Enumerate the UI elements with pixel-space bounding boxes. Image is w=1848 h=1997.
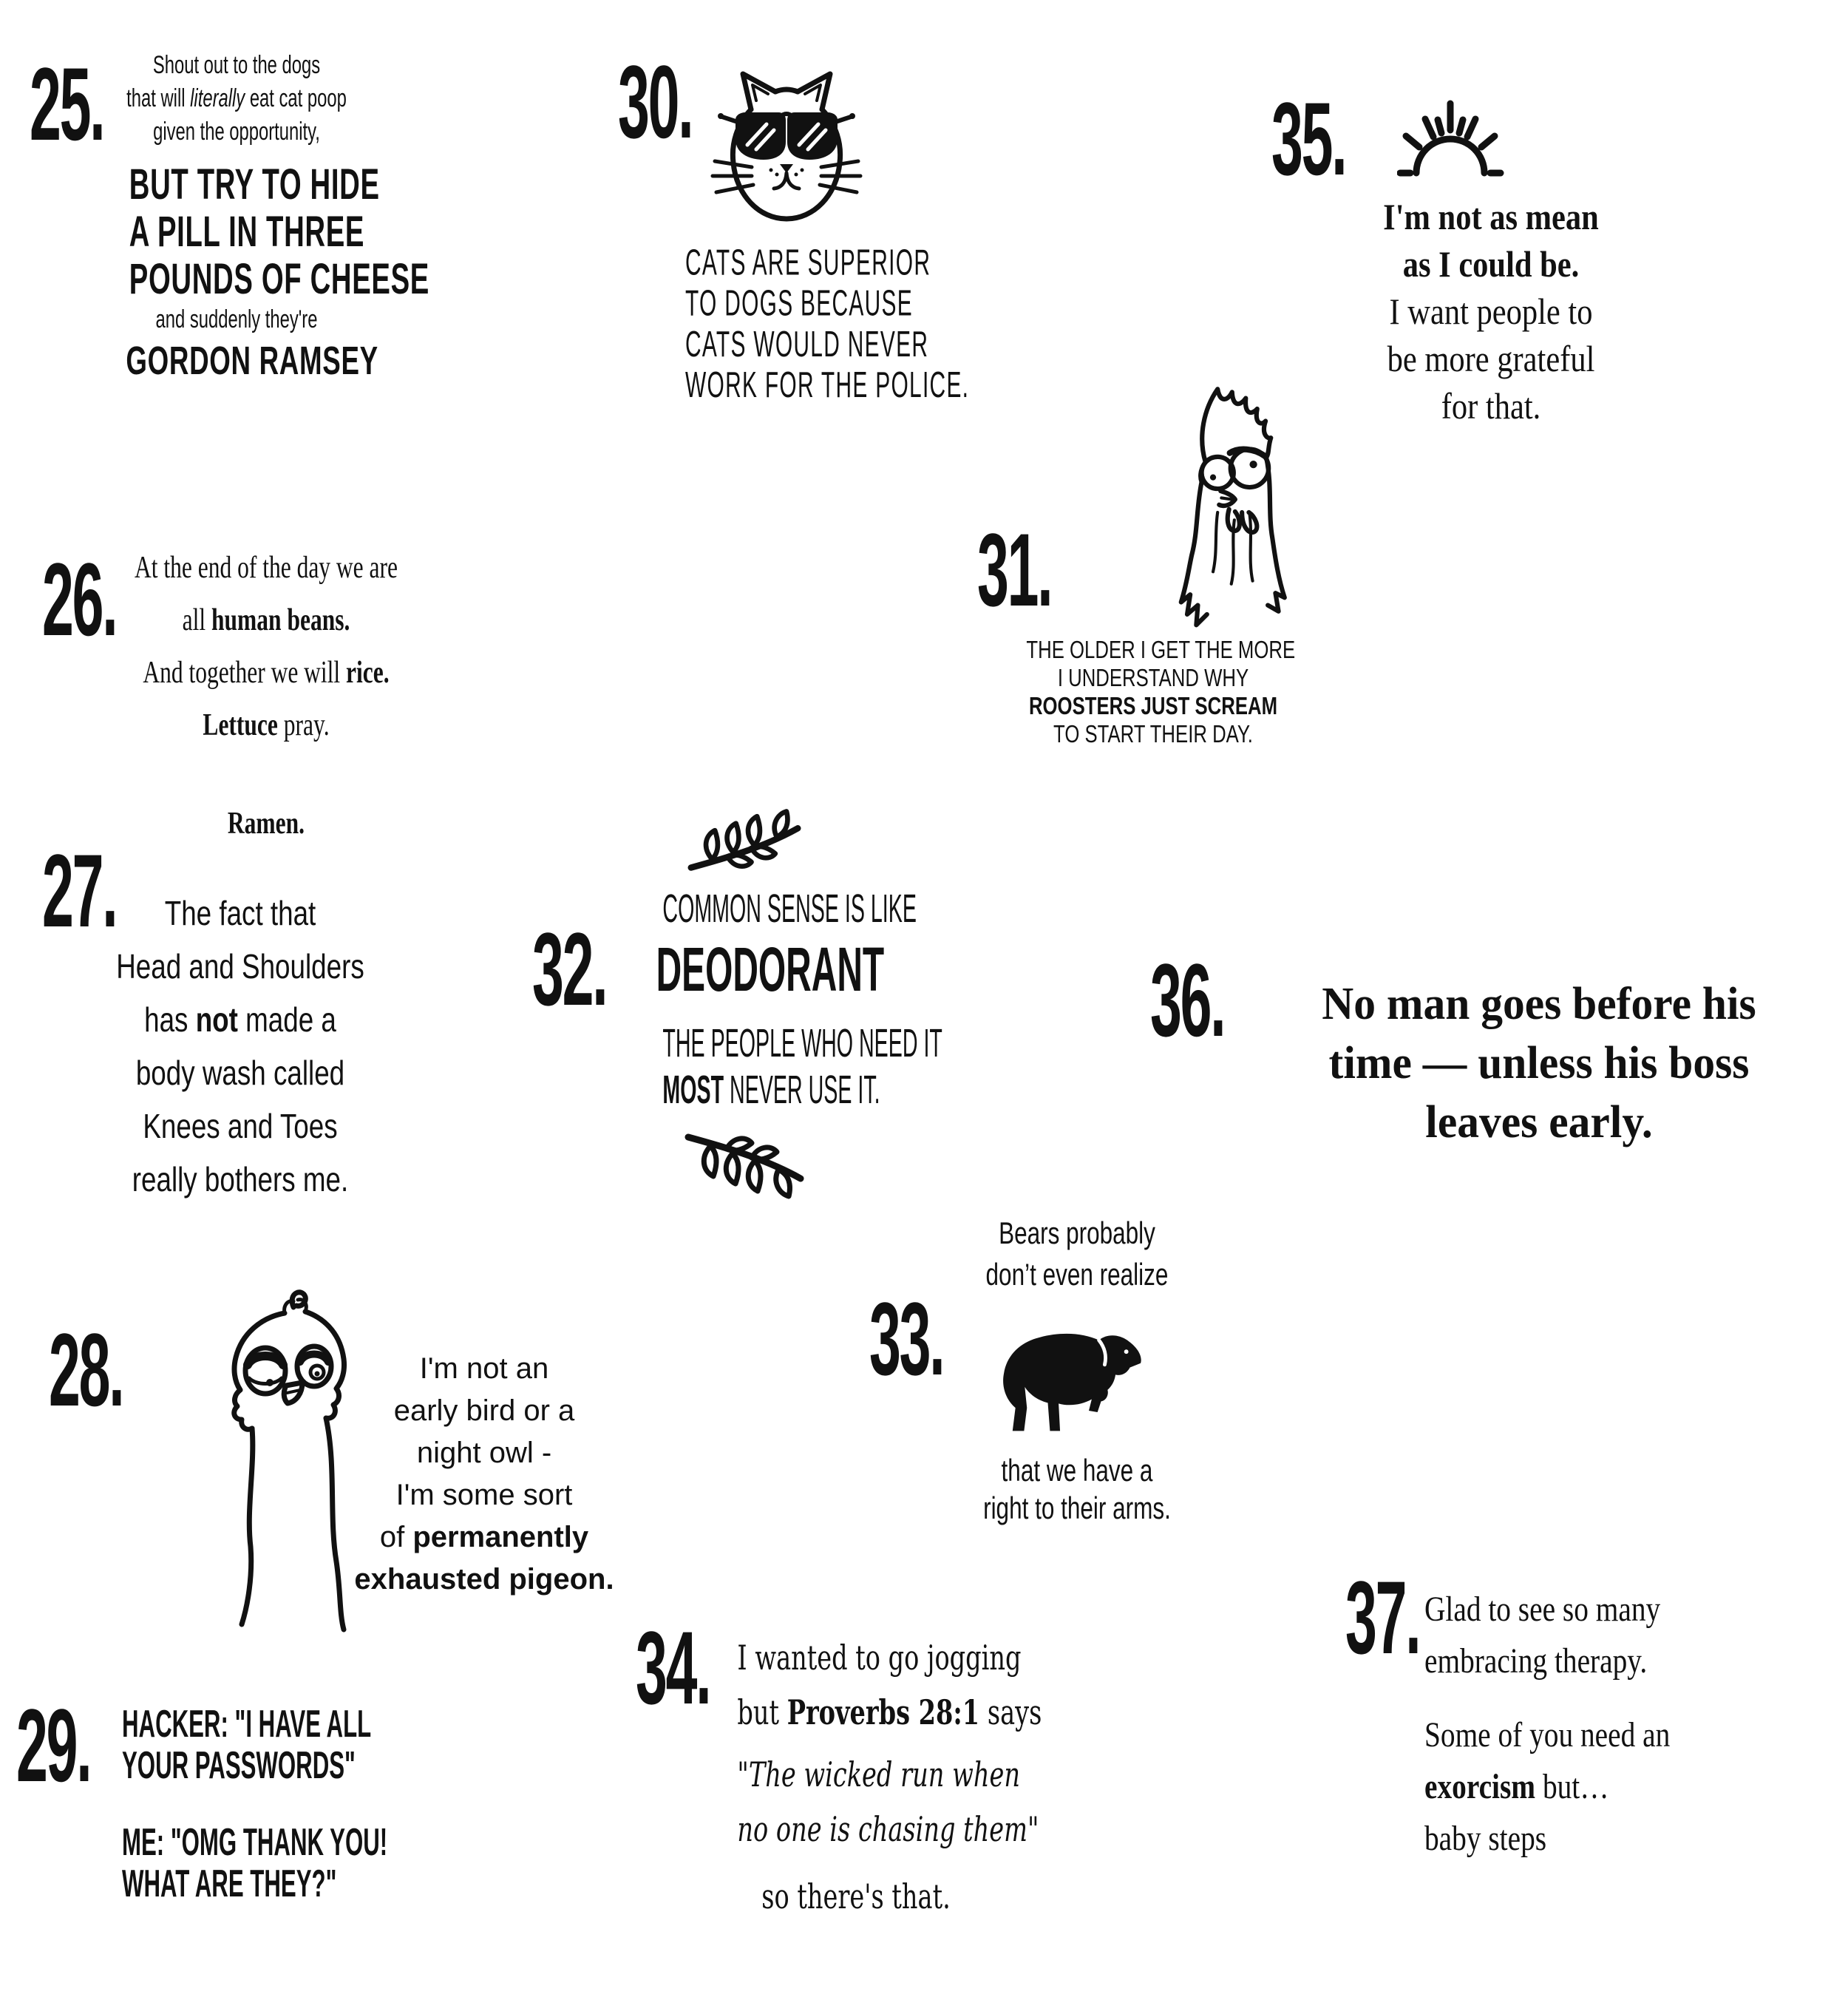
text-line: The fact that [164, 894, 316, 932]
text-line: WORK FOR THE POLICE. [685, 364, 970, 405]
text-line: "The wicked run when [737, 1754, 1020, 1794]
text-run: pray. [277, 708, 330, 742]
text-run: says [979, 1692, 1042, 1732]
text-line: Shout out to the dogs [152, 51, 321, 79]
item-26-number-text: 26. [42, 541, 117, 657]
item-33-number [869, 1281, 1005, 1397]
text-line: GORDON RAMSEY [126, 339, 378, 383]
text-line: time — unless his boss [1328, 1038, 1750, 1088]
item-31-number [977, 512, 1112, 628]
text-line [111, 699, 421, 752]
item-25-punchline [126, 339, 378, 383]
text-line [110, 993, 370, 1046]
item-36-number [1150, 942, 1285, 1058]
item-30-number-text: 30. [618, 44, 693, 160]
sunglasses-cat-icon [708, 62, 865, 234]
item-28-number [49, 1312, 184, 1428]
text-line: COMMON SENSE IS LIKE [662, 886, 917, 931]
text-line: exhausted pigeon. [354, 1563, 614, 1596]
item-35-number [1271, 81, 1407, 197]
item-28-text [314, 1348, 654, 1601]
item-28-number-text: 28. [49, 1312, 123, 1428]
text-line: YOUR PASSWORDS" [122, 1744, 356, 1787]
text-line: I want people to [1389, 291, 1593, 332]
text-run-italic: literally [190, 84, 245, 112]
text-line: body wash called [135, 1054, 345, 1092]
text-run: made a [237, 1000, 336, 1039]
text-line: DEODORANT [656, 935, 885, 1004]
text-line [123, 82, 350, 115]
text-line: CATS ARE SUPERIOR [685, 242, 931, 283]
text-run: of [379, 1521, 413, 1553]
text-line: no one is chasing them" [737, 1809, 1039, 1849]
text-line: TO START THEIR DAY. [1053, 720, 1253, 747]
text-line: THE PEOPLE WHO NEED IT [662, 1021, 942, 1065]
text-line [111, 594, 421, 647]
text-line: really bothers me. [132, 1160, 349, 1198]
text-line: baby steps [1424, 1819, 1547, 1858]
text-run: but [737, 1692, 787, 1732]
text-line: POUNDS OF CHEESE [129, 255, 429, 303]
item-33-text-bottom [955, 1451, 1199, 1527]
text-run-bold: permanently [412, 1521, 589, 1553]
text-run-bold: human beans. [211, 603, 350, 637]
item-32-line1 [662, 886, 917, 931]
text-line: be more grateful [1387, 338, 1595, 379]
item-31-number-text: 31. [977, 512, 1052, 628]
text-line: THE OLDER I GET THE MORE [1026, 636, 1296, 663]
item-34-number-text: 34. [636, 1610, 710, 1726]
item-27-number-text: 27. [42, 833, 117, 949]
text-run-bold: MOST [662, 1068, 724, 1112]
item-35-text [1353, 193, 1629, 430]
text-line: Bears probably [999, 1216, 1155, 1250]
text-line: that we have a [1001, 1453, 1153, 1488]
text-line: Some of you need an [1424, 1715, 1671, 1754]
item-36-text [1291, 974, 1787, 1152]
text-run: eat cat poop [245, 84, 347, 112]
text-line: ME: "OMG THANK YOU! [122, 1821, 388, 1864]
item-32-line4 [662, 1068, 880, 1112]
text-run: And together we will [143, 656, 347, 690]
item-37-number-text: 37. [1345, 1559, 1420, 1675]
text-line: night owl - [416, 1437, 552, 1469]
text-line [314, 1516, 654, 1559]
item-25-intro [123, 49, 350, 149]
text-run: that will [126, 84, 191, 112]
text-line: Head and Shoulders [116, 947, 364, 986]
text-line: Ramen. [227, 807, 305, 841]
text-line: embracing therapy. [1424, 1641, 1648, 1681]
laurel-branch-icon [684, 804, 806, 875]
text-run-bold: Proverbs 28:1 [787, 1692, 980, 1732]
text-line: as I could be. [1402, 243, 1580, 285]
item-29-number-text: 29. [16, 1687, 91, 1803]
item-26-text [111, 542, 421, 850]
text-line [111, 647, 421, 699]
text-line: I'm not an [419, 1352, 549, 1385]
text-run-bold: exorcism [1424, 1767, 1536, 1806]
text-run: all [182, 603, 212, 637]
item-25-heading [129, 160, 429, 303]
item-31-text [1026, 636, 1296, 748]
item-32-deodorant-line [656, 935, 885, 1004]
text-line: ROOSTERS JUST SCREAM [1028, 692, 1278, 719]
item-33-number-text: 33. [869, 1281, 944, 1397]
text-line: Glad to see so many [1424, 1590, 1661, 1629]
text-line: HACKER: "I HAVE ALL [122, 1703, 372, 1746]
text-line [1424, 1761, 1764, 1813]
text-line: A PILL IN THREE [129, 208, 365, 256]
item-35-number-text: 35. [1271, 81, 1346, 197]
sun-rays-icon [1397, 93, 1504, 188]
text-run-bold: Lettuce [203, 708, 278, 742]
item-30-text [685, 242, 970, 405]
text-line: for that. [1441, 385, 1541, 427]
text-line: Knees and Toes [143, 1107, 338, 1145]
item-33-text-top [955, 1213, 1199, 1295]
text-line: early bird or a [393, 1394, 575, 1427]
item-36-number-text: 36. [1150, 942, 1225, 1058]
text-line: TO DOGS BECAUSE [685, 282, 914, 324]
text-line: I UNDERSTAND WHY [1057, 664, 1249, 691]
text-line: don’t even realize [985, 1257, 1169, 1292]
text-line: so there's that. [761, 1876, 951, 1916]
text-line [737, 1685, 1042, 1740]
text-run-bold: rice. [346, 656, 390, 690]
text-line: right to their arms. [983, 1491, 1171, 1525]
item-25-number-text: 25. [30, 46, 104, 162]
text-line: At the end of the day we are [135, 551, 398, 585]
text-line: No man goes before his [1322, 979, 1756, 1029]
item-27-text [110, 886, 370, 1206]
text-line [662, 1068, 880, 1112]
text-line: leaves early. [1425, 1097, 1653, 1147]
item-37-text [1424, 1584, 1764, 1865]
item-34-text [737, 1630, 1042, 1924]
item-29-text [122, 1703, 397, 1905]
text-run-bold: not [195, 1000, 238, 1039]
text-line: CATS WOULD NEVER [685, 323, 929, 365]
item-32-number-text: 32. [532, 911, 607, 1027]
item-32-line3 [662, 1021, 942, 1065]
text-line: and suddenly they're [155, 305, 318, 333]
text-line: WHAT ARE THEY?" [122, 1862, 337, 1905]
text-line: given the opportunity, [153, 118, 320, 146]
text-line: BUT TRY TO HIDE [129, 160, 380, 208]
item-25-midline [123, 303, 350, 336]
laurel-branch-icon [684, 1125, 806, 1208]
item-32-number [532, 911, 667, 1027]
text-line: I'm some sort [395, 1479, 573, 1511]
text-run: NEVER USE IT. [724, 1068, 880, 1112]
text-line: I wanted to go jogging [737, 1638, 1022, 1678]
text-run: but… [1535, 1767, 1609, 1806]
text-run: has [144, 1000, 196, 1039]
text-line: I'm not as mean [1383, 196, 1599, 237]
bear-icon [992, 1303, 1158, 1440]
rooster-icon [1149, 383, 1301, 642]
